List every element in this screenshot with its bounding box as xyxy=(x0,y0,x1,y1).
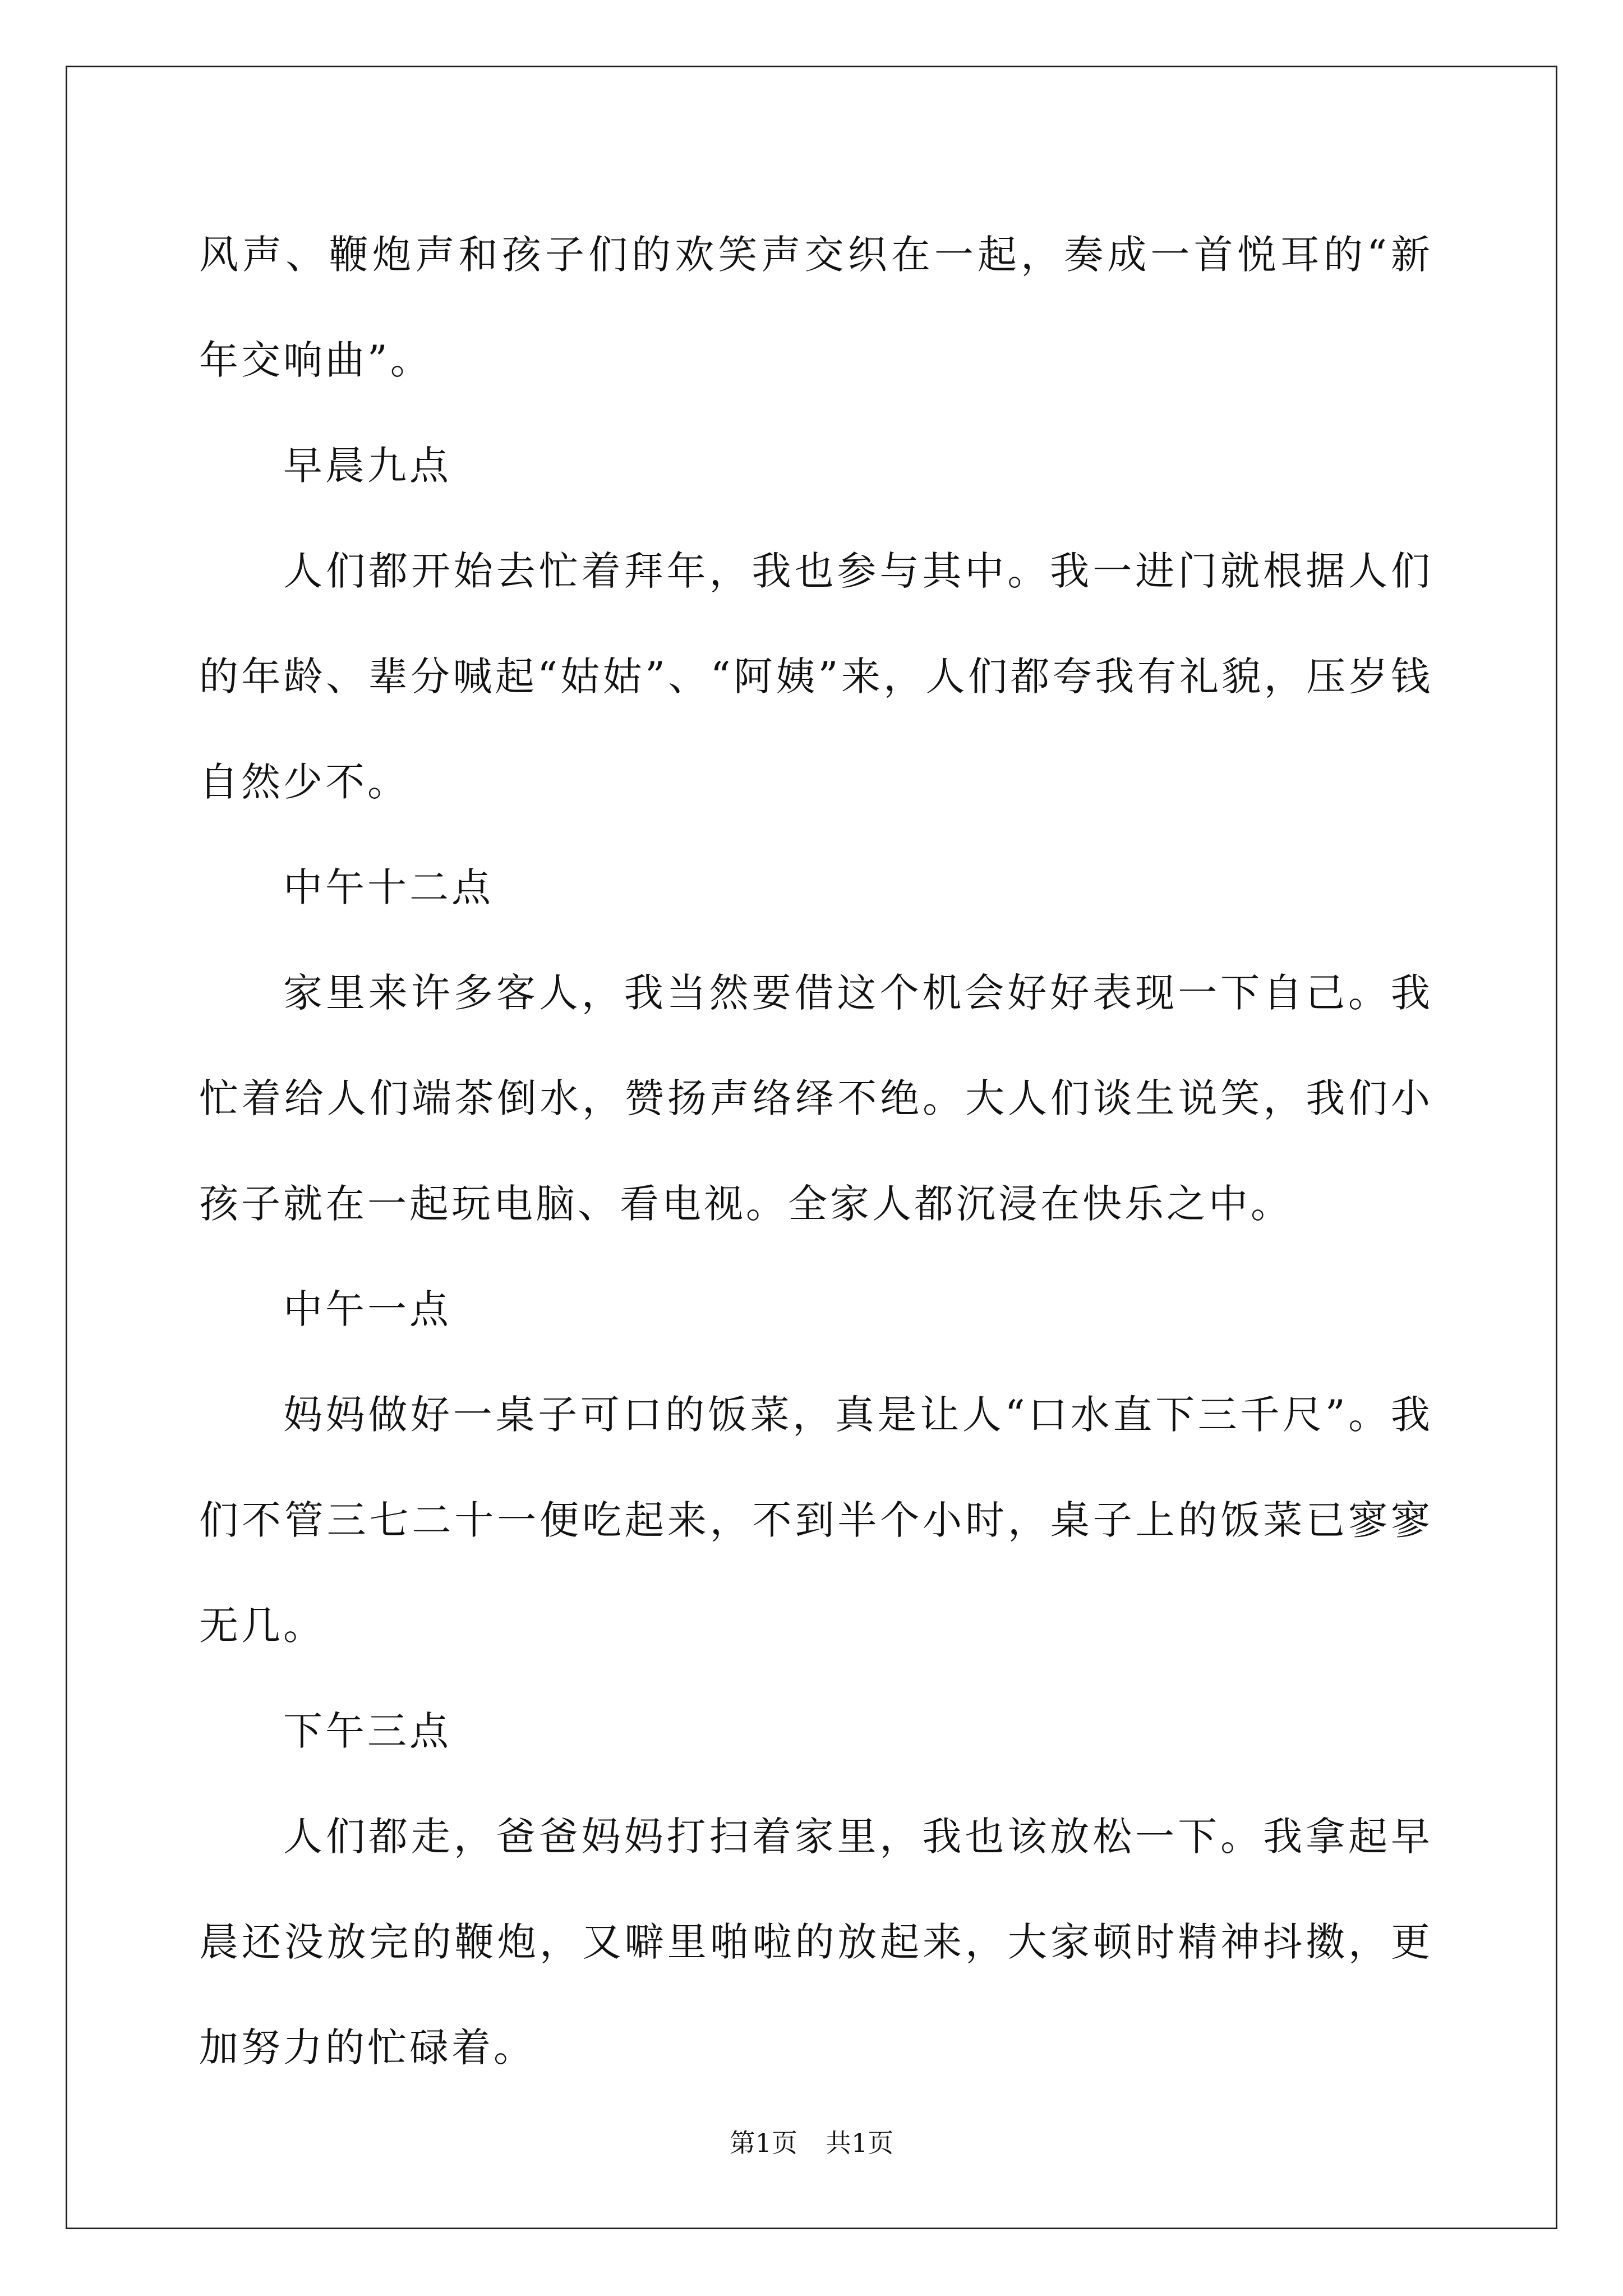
page-footer xyxy=(0,2126,1623,2160)
document-body xyxy=(199,202,1433,2100)
section-heading-noon-twelve: 中午十二点 xyxy=(283,864,494,910)
paragraph: 家里来许多客人，我当然要借这个机会好好表现一下自己。我忙着给人们端茶倒水，赞扬声络绎不绝。大人们谈生说笑，我们小孩子就在一起玩电脑、看电视。全家人都沉浸在快乐之中。 xyxy=(199,970,1433,1227)
paragraph: 人们都开始去忙着拜年，我也参与其中。我一进门就根据人们的年龄、辈分喊起“姑姑”、“阿姨”来，人们都夸我有礼貌，压岁钱自然少不。 xyxy=(199,548,1433,805)
paragraph: 人们都走，爸爸妈妈打扫着家里，我也该放松一下。我拿起早晨还没放完的鞭炮，又噼里啪啦的放起来，大家顿时精神抖擞，更加努力的忙碌着。 xyxy=(199,1814,1433,2070)
section-heading-afternoon-three: 下午三点 xyxy=(283,1708,451,1754)
section-heading-morning-nine: 早晨九点 xyxy=(283,443,451,489)
section-heading-noon-one: 中午一点 xyxy=(283,1286,451,1332)
paragraph: 妈妈做好一桌子可口的饭菜，真是让人“口水直下三千尺”。我们不管三七二十一便吃起来，不到半个小时，桌子上的饭菜已寥寥无几。 xyxy=(199,1392,1433,1649)
page-number: 第1页 xyxy=(729,2128,797,2158)
page-total: 共1页 xyxy=(826,2128,894,2158)
paragraph-continued: 风声、鞭炮声和孩子们的欢笑声交织在一起，奏成一首悦耳的“新年交响曲”。 xyxy=(199,232,1433,383)
